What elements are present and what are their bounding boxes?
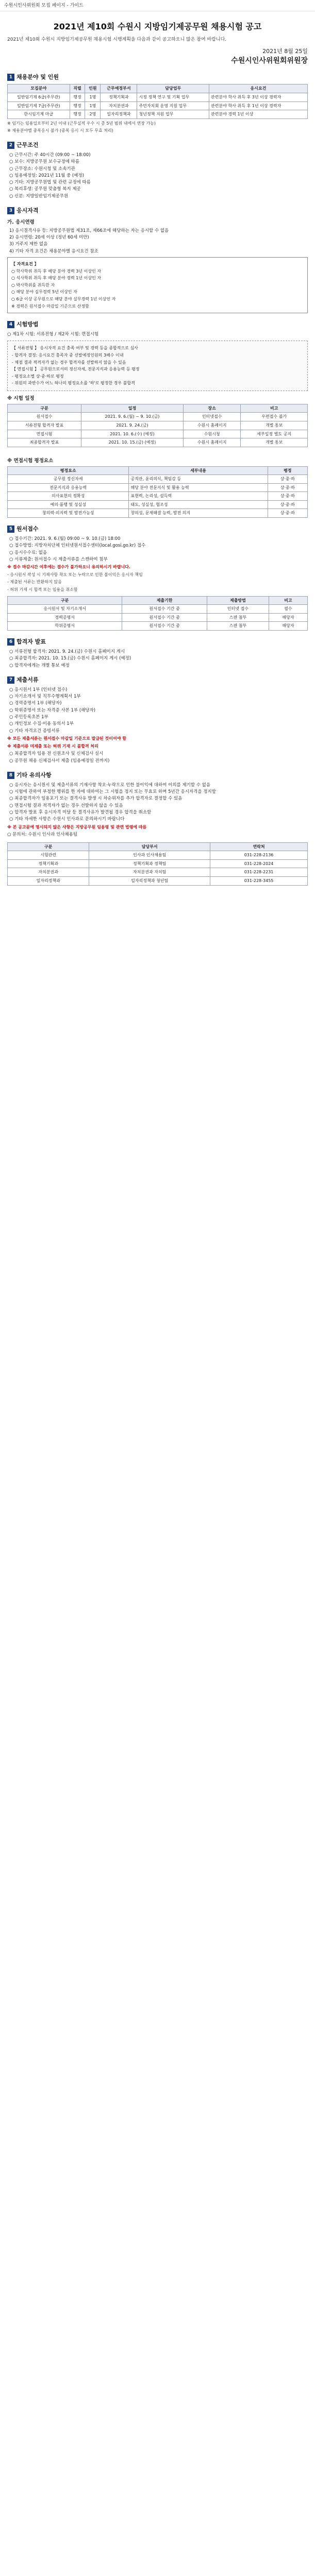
table-cell: 상·중·하 bbox=[268, 509, 307, 518]
table-row bbox=[8, 622, 308, 631]
table-row bbox=[8, 851, 308, 860]
section-title: 원서접수 bbox=[16, 526, 39, 533]
table-row bbox=[8, 421, 308, 430]
page-title: 2021년 제10회 수원시 지방임기제공무원 채용시험 공고 bbox=[53, 22, 262, 31]
list-item: ○ 응시자는 응시원서 및 제출서류의 기재사항 착오·누락으로 인한 불이익에 대하여 이의를 제기할 수 없음 bbox=[9, 782, 211, 788]
list-item: ○ 응시수수료: 없음 bbox=[9, 550, 47, 555]
list-item: ○ 임용예정일: 2021년 11월 중 (예정) bbox=[9, 173, 84, 178]
list-item: ○ 서류전형 합격자: 2021. 9. 24.(금) 수원시 홈페이지 게시 bbox=[9, 649, 125, 654]
list-item: ○ 응시원서 1부 (인터넷 접수) bbox=[9, 687, 68, 692]
list-item: ○ 개인정보 수집·이용 동의서 1부 bbox=[9, 721, 74, 727]
table-cell: 원서접수 bbox=[8, 413, 81, 421]
table-cell: 스캔 첨부 bbox=[207, 622, 269, 631]
table-header: 직렬 bbox=[70, 84, 85, 93]
submission-list bbox=[9, 687, 308, 734]
warning-note: ※ 제출서류 미제출 또는 허위 기재 시 불합격 처리 bbox=[7, 743, 98, 749]
table-cell: 원서접수 기간 중 bbox=[122, 622, 207, 631]
results-list bbox=[9, 649, 308, 669]
table-header: 평정요소 bbox=[8, 466, 129, 475]
table-cell: 스캔 첨부 bbox=[207, 613, 269, 622]
table-cell: 인터넷접수 bbox=[183, 413, 241, 421]
notice-list bbox=[9, 782, 308, 823]
table-cell: 인사과 인사채용팀 bbox=[89, 851, 210, 860]
table-cell: 031-228-3455 bbox=[210, 876, 308, 885]
table-row bbox=[8, 509, 308, 518]
table-row bbox=[8, 876, 308, 885]
table-cell: 정책기획과 bbox=[8, 859, 89, 868]
table-cell: 인터넷 접수 bbox=[207, 605, 269, 614]
box-item: ○ 박사학위를 취득한 자 bbox=[11, 282, 55, 287]
contact-intro: ○ 문의처: 수원시 인사과 인사채용팀 bbox=[7, 832, 78, 838]
note: - 허위 기재 시 합격 또는 임용을 취소함 bbox=[7, 587, 78, 592]
table-cell: 우편접수 불가 bbox=[241, 413, 308, 421]
table-header: 장소 bbox=[183, 404, 241, 413]
section-number: 2 bbox=[7, 142, 14, 149]
section-heading bbox=[7, 207, 308, 215]
section-number: 7 bbox=[7, 676, 14, 684]
list-item: ○ 학위증명서 또는 자격증 사본 1부 (해당자) bbox=[9, 707, 96, 713]
box-item: ○ 학사학위 취득 후 해당 분야 경력 3년 이상인 자 bbox=[11, 268, 102, 274]
section-heading bbox=[7, 525, 308, 533]
table-cell: 일자리정책과 bbox=[8, 876, 89, 885]
table-cell: 한시임기제 마급 bbox=[8, 110, 70, 119]
table-cell: 의사표현의 정확성 bbox=[8, 492, 129, 501]
table-header: 제출기한 bbox=[122, 596, 207, 605]
table-header: 구분 bbox=[8, 842, 89, 851]
table-row bbox=[8, 492, 308, 501]
contact-table bbox=[7, 842, 308, 886]
box-item: ※ 경력은 원서접수 마감일 기준으로 산정함 bbox=[11, 303, 89, 309]
list-item: ○ 신분: 지방일반임기제공무원 bbox=[9, 193, 69, 199]
list-item: ○ 시험에 관하여 부정한 행위를 한 자에 대하여는 그 시험을 정지 또는 무효로 하며 5년간 응시자격을 정지함 bbox=[9, 789, 216, 795]
list-item: ○ 합격자에게는 개별 통보 예정 bbox=[9, 663, 70, 668]
table-row bbox=[8, 475, 308, 484]
table-row bbox=[8, 613, 308, 622]
table-header: 비고 bbox=[241, 404, 308, 413]
table-row bbox=[8, 859, 308, 868]
list-item: 1) 응시결격사유 등: 지방공무원법 제31조, 제66조에 해당하는 자는 응시할 수 없음 bbox=[9, 228, 169, 233]
breadcrumb: 수원시인사위원회 모집 페이지 - 가이드 bbox=[0, 0, 315, 11]
list-item: ○ 기타 자격요건 증빙서류 bbox=[9, 728, 60, 734]
interview-table bbox=[7, 466, 308, 518]
exam-intro: ○ 제1차 시험: 서류전형 / 제2차 시험: 면접시험 bbox=[7, 332, 99, 337]
table-header: 비고 bbox=[269, 596, 307, 605]
list-item: ○ 주민등록초본 1부 bbox=[9, 715, 48, 720]
notice-document bbox=[4, 11, 311, 890]
table-header: 담당부서 bbox=[89, 842, 210, 851]
table-header: 세부내용 bbox=[129, 466, 268, 475]
section-number: 4 bbox=[7, 321, 14, 328]
table-cell: 정책기획과 정책팀 bbox=[89, 859, 210, 868]
table-cell: 원서접수 기간 중 bbox=[122, 605, 207, 614]
box-item: - 평정요소별 상·중·하로 평정 bbox=[12, 374, 64, 379]
table-cell: 상·중·하 bbox=[268, 500, 307, 509]
table-cell: 2021. 9. 6.(월) ~ 9. 10.(금) bbox=[81, 413, 184, 421]
table-cell: 수원시 홈페이지 bbox=[183, 438, 241, 447]
table-cell: 일자리정책과 청년팀 bbox=[89, 876, 210, 885]
table-cell: 개별 통보 bbox=[241, 438, 308, 447]
table-header: 평정 bbox=[268, 466, 307, 475]
table-cell: 상·중·하 bbox=[268, 483, 307, 492]
warning-note: ※ 모든 제출서류는 원서접수 마감일 기준으로 발급된 것이어야 함 bbox=[7, 736, 126, 741]
table-cell: 행정 bbox=[70, 93, 85, 102]
table-header: 인원 bbox=[85, 84, 101, 93]
table-cell: 예의·품행 및 성실성 bbox=[8, 500, 129, 509]
table-cell: 행정 bbox=[70, 101, 85, 110]
table-cell: 관련분야 학사 취득 후 3년 이상 경력자 bbox=[209, 93, 308, 102]
list-item: ○ 보수: 지방공무원 보수규정에 따름 bbox=[9, 159, 80, 165]
box-item: ○ 해당 분야 실무경력 5년 이상인 자 bbox=[11, 290, 77, 295]
table-cell: 일반임기제 6급(주무관) bbox=[8, 93, 70, 102]
table-cell: 수원시 홈페이지 bbox=[183, 421, 241, 430]
warning-note: ※ 접수 마감시간 이후에는 접수가 불가하오니 유의하시기 바랍니다. bbox=[7, 565, 130, 570]
list-item: ○ 근무장소: 수원시청 및 소속기관 bbox=[9, 166, 75, 172]
list-item: ○ 근무시간: 주 40시간 (09:00 ~ 18:00) bbox=[9, 152, 91, 158]
application-list bbox=[9, 536, 308, 563]
table-cell: 해당자 bbox=[269, 622, 307, 631]
table-row bbox=[8, 438, 308, 447]
documents-table bbox=[7, 596, 308, 631]
table-note: ※ 임기는 임용일로부터 2년 이내 (근무실적 우수 시 총 5년 범위 내에서 연장 가능) bbox=[7, 121, 156, 126]
table-header: 담당업무 bbox=[137, 84, 209, 93]
note: - 응시원서 작성 시 기재사항 착오 또는 누락으로 인한 불이익은 응시자 책임 bbox=[7, 572, 143, 577]
table-header: 제출방법 bbox=[207, 596, 269, 605]
table-header: 근무예정부서 bbox=[101, 84, 137, 93]
section-heading bbox=[7, 676, 308, 684]
table-cell: 면접시험 bbox=[8, 430, 81, 438]
table-cell: 표현력, 논리성, 설득력 bbox=[129, 492, 268, 501]
table-cell: 전문지식과 응용능력 bbox=[8, 483, 129, 492]
table-cell: 해당 분야 전문지식 및 활용 능력 bbox=[129, 483, 268, 492]
section-title: 제출서류 bbox=[16, 676, 39, 683]
section-heading bbox=[7, 73, 308, 81]
section-number: 3 bbox=[7, 207, 14, 214]
conditions-list bbox=[9, 152, 308, 199]
notice-date: 2021년 8월 25일 bbox=[262, 48, 308, 55]
eligibility-list bbox=[9, 228, 308, 255]
table-cell: 공무원 정신자세 bbox=[8, 475, 129, 484]
table-cell: 태도, 성실성, 협조성 bbox=[129, 500, 268, 509]
list-item: ○ 경력증명서 1부 (해당자) bbox=[9, 701, 62, 706]
list-item: ○ 최종합격자가 임용포기 또는 결격사유 발생 시 차순위자를 추가 합격자로 결정할 수 있음 bbox=[9, 796, 183, 802]
table-row bbox=[8, 93, 308, 102]
table-note: ※ 채용분야별 중복응시 불가 (중복 응시 시 모두 무효 처리) bbox=[7, 128, 113, 133]
table-caption: ※ 면접시험 평정요소 bbox=[7, 457, 54, 464]
list-item: ○ 자기소개서 및 직무수행계획서 1부 bbox=[9, 694, 81, 700]
section-heading bbox=[7, 141, 308, 149]
list-item: ○ 기타 자세한 사항은 수원시 인사과로 문의하시기 바랍니다 bbox=[9, 817, 125, 822]
table-cell: 공직관, 윤리의식, 책임감 등 bbox=[129, 475, 268, 484]
table-row bbox=[8, 110, 308, 119]
table-cell: 2021. 10. 15.(금) (예정) bbox=[81, 438, 184, 447]
submission-extra-list bbox=[9, 751, 308, 764]
table-cell: 경력증명서 bbox=[8, 613, 122, 622]
table-cell: 원서접수 기간 중 bbox=[122, 613, 207, 622]
list-item: ○ 접수방법: 지방자치단체 인터넷원서접수센터(local.gosi.go.kr) 접수 bbox=[9, 543, 146, 549]
table-cell: 상·중·하 bbox=[268, 475, 307, 484]
table-cell: 일반임기제 7급(주무관) bbox=[8, 101, 70, 110]
table-cell: 자치분권과 자치팀 bbox=[89, 868, 210, 877]
box-item: ○ 석사학위 취득 후 해당 분야 경력 1년 이상인 자 bbox=[11, 276, 102, 281]
table-header: 모집분야 bbox=[8, 84, 70, 93]
section-number: 1 bbox=[7, 74, 14, 81]
list-item: ○ 공무원 채용 신체검사서 제출 (임용예정일 전까지) bbox=[9, 758, 110, 764]
table-cell: 서류전형 합격자 발표 bbox=[8, 421, 81, 430]
section-heading bbox=[7, 771, 308, 779]
box-item: 【 면접시험 】 공무원으로서의 정신자세, 전문지식과 응용능력 등 평정 bbox=[12, 367, 140, 372]
box-item: 【 서류전형 】 응시자격 요건 충족 여부 및 경력 등을 종합적으로 심사 bbox=[12, 346, 138, 351]
table-cell: 2021. 10. 6.(수) (예정) bbox=[81, 430, 184, 438]
table-cell: 2명 bbox=[85, 110, 101, 119]
table-cell: 창의성, 문제해결 능력, 발전 의지 bbox=[129, 509, 268, 518]
table-row bbox=[8, 483, 308, 492]
exam-detail-box bbox=[7, 341, 308, 391]
list-item: 2) 응시연령: 20세 이상 (정년 60세 미만) bbox=[9, 235, 89, 241]
table-cell: 응시원서 및 자기소개서 bbox=[8, 605, 122, 614]
intro-text: 2021년 제10회 수원시 지방임기제공무원 채용시험 시행계획을 다음과 같이 공고하오니 많은 참여 바랍니다. bbox=[7, 37, 227, 43]
table-header: 구분 bbox=[8, 596, 122, 605]
box-item: ○ 6급 이상 공무원으로 해당 분야 실무경력 1년 이상인 자 bbox=[11, 297, 116, 302]
list-item: ○ 면접시험 결과 적격자가 없는 경우 선발하지 않을 수 있음 bbox=[9, 803, 123, 808]
table-header: 응시요건 bbox=[209, 84, 308, 93]
table-cell: 일자리정책과 bbox=[101, 110, 137, 119]
table-cell: 세부일정 별도 공지 bbox=[241, 430, 308, 438]
schedule-table bbox=[7, 404, 308, 447]
section-title: 근무조건 bbox=[16, 141, 39, 148]
table-cell: 주민자치회 운영 지원 업무 bbox=[137, 101, 209, 110]
section-heading bbox=[7, 320, 308, 329]
table-cell: 031-228-2231 bbox=[210, 868, 308, 877]
warning-note: ※ 본 공고문에 명시되지 않은 사항은 지방공무원 임용령 및 관련 법령에 따름 bbox=[7, 824, 147, 829]
table-caption: ※ 시험 일정 bbox=[7, 396, 35, 402]
list-item: ○ 서류제출: 원서접수 시 제출서류를 스캔하여 첨부 bbox=[9, 556, 108, 562]
table-cell: 청년정책 지원 업무 bbox=[137, 110, 209, 119]
table-cell: 행정 bbox=[70, 110, 85, 119]
table-cell: 해당자 bbox=[269, 613, 307, 622]
section-number: 6 bbox=[7, 638, 14, 646]
table-header: 연락처 bbox=[210, 842, 308, 851]
box-item: - 위원의 과반수가 어느 하나의 평정요소를 '하'로 평정한 경우 불합격 bbox=[12, 381, 135, 386]
list-item: 3) 거주지 제한 없음 bbox=[9, 242, 48, 247]
table-row bbox=[8, 430, 308, 438]
list-item: ○ 최종합격자 임용 전 신원조사 및 신체검사 실시 bbox=[9, 751, 104, 757]
list-item: ○ 최종합격자: 2021. 10. 15.(금) 수원시 홈페이지 게시 (예정) bbox=[9, 656, 131, 662]
list-item: ○ 합격자 발표 후 응시자격 미달 등 결격사유가 발견될 경우 합격을 취소함 bbox=[9, 810, 152, 816]
table-cell: 최종합격자 발표 bbox=[8, 438, 81, 447]
list-item: ○ 접수기간: 2021. 9. 6.(월) 09:00 ~ 9. 10.(금) 18:00 bbox=[9, 536, 121, 542]
table-row bbox=[8, 413, 308, 421]
table-cell: 수원시청 bbox=[183, 430, 241, 438]
table-row bbox=[8, 500, 308, 509]
box-item: - 합격자 결정: 응시요건 충족자 중 선발예정인원의 3배수 이내 bbox=[12, 353, 124, 358]
table-cell: 031-228-2024 bbox=[210, 859, 308, 868]
table-cell: 자치분권과 bbox=[101, 101, 137, 110]
table-cell: 필수 bbox=[269, 605, 307, 614]
table-row bbox=[8, 605, 308, 614]
table-header: 구분 bbox=[8, 404, 81, 413]
list-item: 4) 기타 자격 요건은 채용분야별 응시요건 참조 bbox=[9, 248, 98, 254]
table-cell: 관련분야 학사 취득 후 1년 이상 경력자 bbox=[209, 101, 308, 110]
section-number: 5 bbox=[7, 526, 14, 533]
section-title: 채용분야 및 인원 bbox=[16, 74, 59, 81]
recruit-table bbox=[7, 84, 308, 118]
note: - 제출된 서류는 반환하지 않음 bbox=[7, 580, 62, 585]
table-cell: 정책기획과 bbox=[101, 93, 137, 102]
table-cell: 상·중·하 bbox=[268, 492, 307, 501]
table-cell: 031-228-2136 bbox=[210, 851, 308, 860]
table-cell: 1명 bbox=[85, 93, 101, 102]
table-cell: 관련분야 경력 1년 이상 bbox=[209, 110, 308, 119]
table-row bbox=[8, 868, 308, 877]
table-cell: 1명 bbox=[85, 101, 101, 110]
subsection-title: 가. 응시연령 bbox=[7, 219, 35, 226]
table-cell: 2021. 9. 24.(금) bbox=[81, 421, 184, 430]
table-row bbox=[8, 101, 308, 110]
table-cell: 학위증명서 bbox=[8, 622, 122, 631]
section-title: 합격자 발표 bbox=[16, 638, 46, 646]
table-cell: 자치분권과 bbox=[8, 868, 89, 877]
table-cell: 시험관련 bbox=[8, 851, 89, 860]
qualification-box bbox=[7, 257, 308, 313]
section-title: 시험방법 bbox=[16, 321, 39, 328]
section-heading bbox=[7, 638, 308, 646]
table-cell: 개별 통보 bbox=[241, 421, 308, 430]
section-title: 기타 유의사항 bbox=[16, 771, 52, 778]
section-number: 8 bbox=[7, 772, 14, 779]
notice-org: 수원시인사위원회위원장 bbox=[231, 57, 308, 65]
table-header: 일정 bbox=[81, 404, 184, 413]
box-item: - 채점 결과 적격자가 없는 경우 합격자를 선발하지 않을 수 있음 bbox=[12, 360, 126, 365]
table-cell: 창의력·의지력 및 발전가능성 bbox=[8, 509, 129, 518]
table-cell: 시정 정책 연구 및 기획 업무 bbox=[137, 93, 209, 102]
box-title: 【 자격요건 】 bbox=[11, 262, 39, 267]
list-item: ○ 기타: 지방공무원법 및 관련 규정에 따름 bbox=[9, 180, 91, 185]
section-title: 응시자격 bbox=[16, 207, 39, 214]
list-item: ○ 복리후생: 공무원 맞춤형 복지 제공 bbox=[9, 187, 81, 192]
